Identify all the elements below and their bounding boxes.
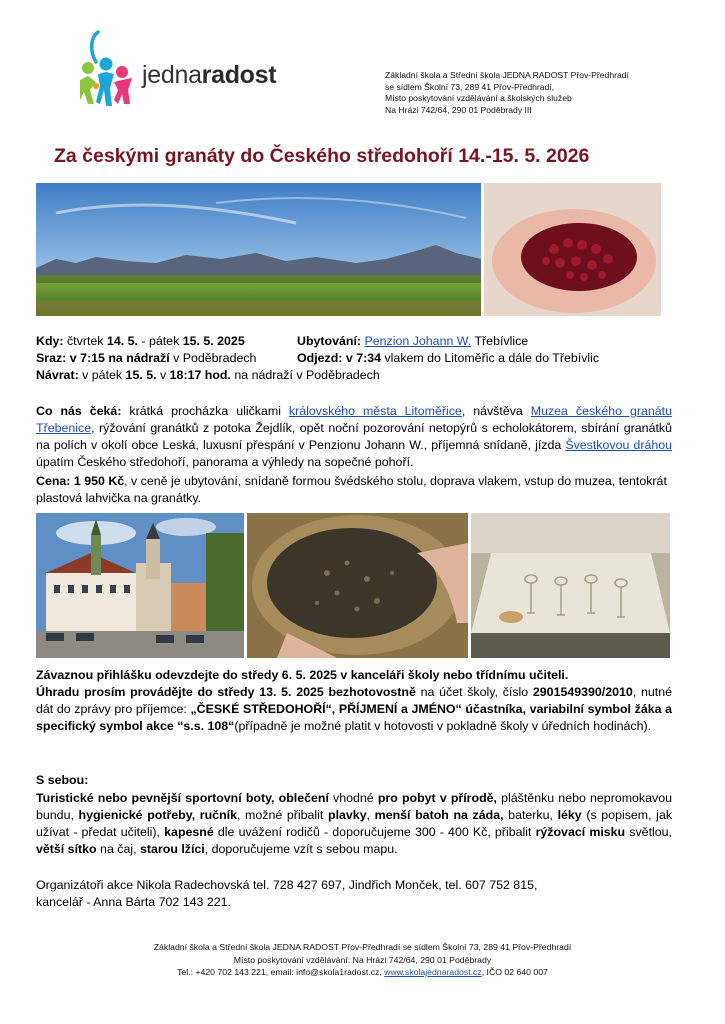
packing-item: plavky: [328, 808, 367, 822]
navrat-text: v: [156, 368, 170, 382]
logo-figures-icon: [76, 28, 136, 110]
packing-text: baterku,: [503, 808, 558, 822]
packing-heading-text: S sebou:: [36, 773, 89, 787]
packing-text: ,: [366, 808, 375, 822]
header-address-line: Základní škola a Střední škola JEDNA RADOST Přov-Předhradí: [385, 70, 629, 80]
sraz-text: v: [66, 351, 81, 365]
payment-text: (případně je možné platit v hotovosti v pokladně školy v úředních hodinách).: [234, 719, 652, 733]
navrat-text: v pátek: [78, 368, 126, 382]
header-address-line: Na Hrázi 742/64, 290 01 Poděbrady III: [385, 104, 532, 115]
packing-text: , doporučujeme vzít s sebou mapu.: [204, 842, 398, 856]
packing-text: pláštěnku nebo nepromokavou bundu,: [36, 791, 672, 822]
footer-line: Základní škola a Střední škola JEDNA RADOST Přov-Předhradí se sídlem Školní 73, 289 41 Přov-Předhradí: [153, 942, 572, 952]
packing-item: léky: [557, 808, 582, 822]
header-address-line: Místo poskytování vzdělávání a školských služeb: [385, 93, 572, 103]
footer-contact-text: , IČO 02 640 007: [481, 967, 548, 977]
payment-paragraph: [36, 684, 672, 735]
organizers-line: Organizátoři akce Nikola Radechovská tel. 728 427 697, Jindřich Monček, tel. 607 752 815,: [36, 878, 538, 892]
price-text: , v ceně je ubytování, snídaně formou švédského stolu, doprava vlakem, vstup do muzea, tentokrát plastová lahvička na granátky.: [36, 474, 667, 505]
kdy-text: čtvrtek: [63, 334, 107, 348]
sraz-text: na nádraží: [104, 351, 170, 365]
packing-text: dle uvážení rodičů - doporučujeme 300 - 400 Kč, přibalit: [213, 825, 536, 839]
packing-item: Turistické nebo pevnější sportovní boty, oblečení: [36, 791, 329, 805]
ubytovani-label: Ubytování:: [297, 334, 362, 348]
odjezd-line: [297, 350, 697, 367]
sraz-label: Sraz:: [36, 351, 67, 365]
packing-item: starou lžíci: [140, 842, 205, 856]
kdy-date1: 14. 5.: [106, 334, 138, 348]
odjezd-label: Odjezd:: [297, 351, 343, 365]
packing-item: kapesné: [164, 825, 214, 839]
office-line: kancelář - Anna Bárta 702 143 221.: [36, 895, 231, 909]
packing-text: na čaj,: [96, 842, 141, 856]
navrat-time: 18:17 hod.: [169, 368, 231, 382]
sraz-time: 7:15: [80, 351, 105, 365]
program-text: , návštěva: [461, 404, 531, 418]
payment-reference: „ČESKÉ STŘEDOHOŘÍ“, PŘÍJMENÍ a JMÉNO“ účastníka, variabilní symbol žáka a specifický symbol akce “s.s. 108“: [36, 702, 672, 733]
program-text: úpatím Českého středohoří, panorama a výhledy na sopečné pohoří.: [36, 455, 414, 469]
packing-item: větší sítko: [36, 842, 97, 856]
account-number: 2901549390/2010: [532, 685, 633, 699]
packing-item: pro pobyt v přírodě,: [377, 791, 497, 805]
payment-text: na účet školy, číslo: [415, 685, 533, 699]
ubytovani-line: [297, 333, 697, 350]
footer: [40, 941, 685, 979]
program-label: Co nás čeká:: [36, 404, 122, 418]
kdy-label: Kdy:: [36, 334, 64, 348]
payment-deadline: Úhradu prosím provádějte do středy 13. 5. 2025 bezhotovostně: [36, 685, 416, 699]
packing-text: (s popisem, jak užívat - předat učiteli),: [36, 808, 673, 839]
kdy-text: - pátek: [137, 334, 183, 348]
logo-text-light: jedna: [142, 61, 202, 89]
packing-item: hygienické potřeby, ručník: [78, 808, 237, 822]
gold-pan-photo: [247, 513, 468, 658]
info-right: [297, 333, 697, 367]
info-left: [36, 333, 296, 367]
program-paragraph: [36, 403, 672, 471]
kdy-date2: 15. 5. 2025: [182, 334, 245, 348]
sraz-line: [36, 350, 296, 367]
packing-paragraph: [36, 790, 672, 858]
navrat-line: [36, 367, 676, 384]
packing-item: menší batoh na záda,: [374, 808, 504, 822]
logo-text-bold: radost: [201, 61, 277, 89]
garnets-hand-photo: [484, 183, 661, 316]
navrat-date: 15. 5.: [125, 368, 157, 382]
price-label: Cena: 1 950 Kč: [36, 474, 125, 488]
penzion-link[interactable]: Penzion Johann W.: [364, 334, 472, 348]
header-address: [385, 70, 715, 116]
header-address-line: se sídlem Školní 73, 289 41 Přov-Předhradí,: [385, 81, 555, 92]
packing-text: , možné přibalit: [236, 808, 329, 822]
ubytovani-text: Třebívlice: [471, 334, 529, 348]
museum-link[interactable]: Muzea českého granátu Třebenice: [36, 404, 673, 435]
odjezd-text: v: [342, 351, 357, 365]
svestkova-drahou-link[interactable]: Švestkovou dráhou: [565, 438, 673, 452]
navrat-label: Návrat:: [36, 368, 79, 382]
litomerice-link[interactable]: královského města Litoměřice: [288, 404, 462, 418]
program-text: , rýžování granátků z potoka Žejdlík, opět noční pozorování netopýrů s echolokátorem, sbírání granátků na polích v okolí obce Leská, luxusní přespání v Penzionu Johann W., příjemná snídaně, jízda: [36, 421, 672, 452]
price-paragraph: [36, 473, 676, 507]
footer-contact-line: [40, 966, 685, 979]
navrat-text: na nádraží v Poděbradech: [230, 368, 380, 382]
registration-deadline: Závaznou přihlášku odevzdejte do středy 6. 5. 2025 v kanceláři školy nebo třídnímu učiteli.: [36, 668, 569, 682]
odjezd-time: 7:34: [356, 351, 382, 365]
logo-text: [142, 61, 276, 90]
museum-display-photo: [471, 513, 670, 658]
footer-line: Místo poskytování vzdělávání: Na Hrázi 742/64, 290 01 Poděbrady: [233, 954, 492, 965]
sraz-text: v Poděbradech: [169, 351, 257, 365]
packing-text: vhodné: [328, 791, 378, 805]
footer-contact-text: Tel.: +420 702 143 221, email: info@skola1radost.cz,: [177, 967, 385, 977]
kdy-line: [36, 333, 296, 350]
website-link[interactable]: www.skolajednaradost.cz: [384, 967, 482, 977]
program-text: krátká procházka uličkami: [121, 404, 289, 418]
payment-text: , nutné dát do zprávy pro příjemce:: [36, 685, 672, 716]
registration-line1: [36, 667, 676, 684]
town-square-photo: [36, 513, 244, 658]
odjezd-text: vlakem do Litoměřic a dále do Třebívlic: [381, 351, 600, 365]
organizers: [36, 877, 676, 911]
packing-item: rýžovací misku: [535, 825, 626, 839]
packing-heading: [36, 772, 88, 789]
packing-text: světlou,: [625, 825, 672, 839]
page-title: Za českými granáty do Českého středohoří 14.-15. 5. 2026: [54, 145, 590, 167]
landscape-photo: [36, 183, 481, 316]
